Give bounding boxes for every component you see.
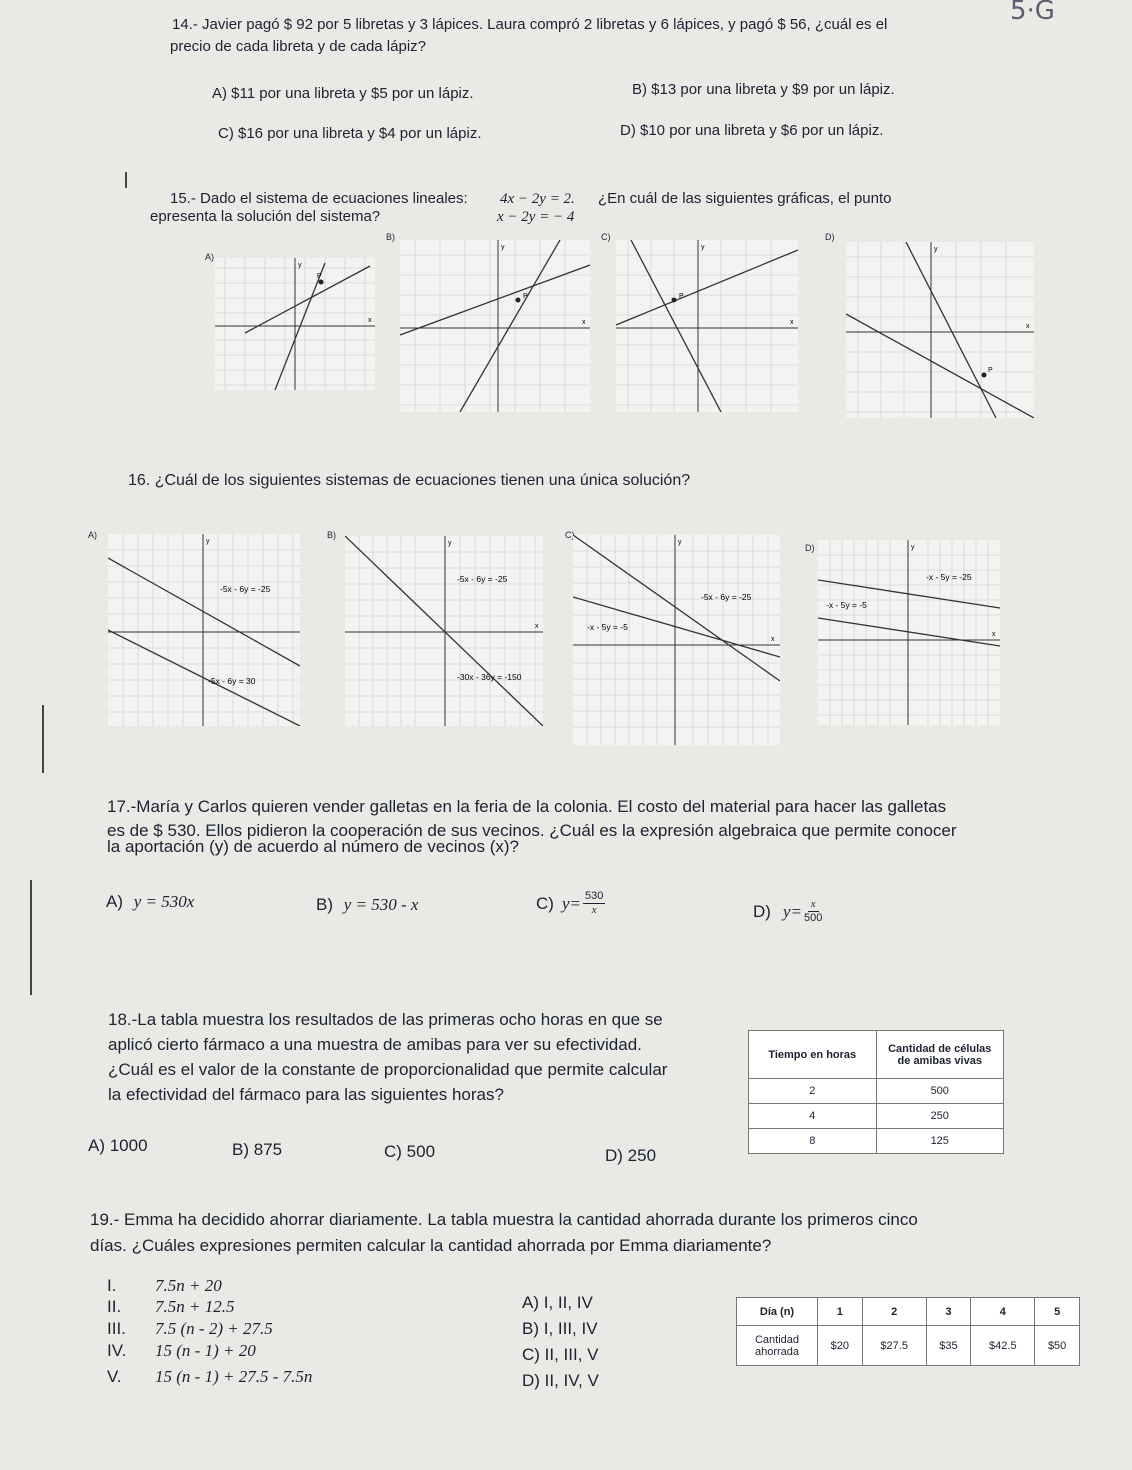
day-cell: 5: [1035, 1298, 1080, 1326]
amount-label-line-2: ahorrada: [754, 1345, 800, 1358]
q16-graph-a-label[interactable]: A): [88, 530, 97, 540]
line-coincident: [345, 536, 543, 726]
q17-text: la aportación (y) de acuerdo al número de vecinos (x)?: [107, 837, 519, 856]
q15-graph-a-label[interactable]: A): [205, 252, 214, 262]
option-letter: A): [106, 892, 123, 911]
line-2: [108, 630, 300, 726]
q15-text: epresenta la solución del sistema?: [150, 208, 381, 225]
expression-number: II.: [107, 1297, 122, 1316]
q19-option-b[interactable]: B) I, III, IV: [522, 1319, 598, 1338]
point-label: P: [988, 367, 993, 374]
q16-graph-d[interactable]: [818, 540, 1000, 725]
q16-text: 16. ¿Cuál de los siguientes sistemas de ecuaciones tienen una única solución?: [128, 472, 691, 489]
line-2: [400, 265, 590, 335]
solution-point: [672, 298, 677, 303]
expression-number: V.: [107, 1367, 122, 1386]
q15-graph-c-label[interactable]: C): [601, 232, 611, 242]
eq-label-2: -5x - 6y = 30: [208, 676, 256, 686]
line-1: [108, 558, 300, 666]
q18-text: 18.-La tabla muestra los resultados de las primeras ocho horas en que se: [108, 1010, 663, 1029]
q18-option-c[interactable]: C) 500: [384, 1142, 436, 1161]
q16-graph-b-label[interactable]: B): [327, 530, 336, 540]
amount-cell: $35: [926, 1326, 971, 1366]
q15-graph-c[interactable]: [616, 240, 798, 412]
table-row: [737, 1326, 1080, 1366]
axis-x-label: x: [992, 631, 996, 638]
amoeba-table: [748, 1030, 1004, 1154]
fraction-denominator: x: [591, 904, 597, 916]
q19-option-a[interactable]: A) I, II, IV: [522, 1293, 593, 1312]
line-1: [631, 240, 721, 412]
q14-text: precio de cada libreta y de cada lápiz?: [170, 38, 426, 55]
option-letter: C): [536, 893, 554, 913]
table-row: [749, 1079, 1004, 1104]
q17-option-d[interactable]: [753, 898, 822, 925]
q15-graph-b-label[interactable]: B): [386, 232, 395, 242]
q17-text: 17.-María y Carlos quieren vender galletas en la feria de la colonia. El costo del material para hacer las galletas: [107, 797, 947, 816]
time-cell: 8: [749, 1129, 877, 1154]
line-1: [573, 535, 780, 681]
cells-cell: 500: [876, 1079, 1004, 1104]
table-row: [749, 1104, 1004, 1129]
solution-point: [319, 280, 324, 285]
expression-item: [107, 1341, 312, 1367]
q15-text: 15.- Dado el sistema de ecuaciones lineales:: [170, 190, 468, 207]
q15-graph-d[interactable]: [846, 242, 1034, 418]
expression: 7.5n + 20: [155, 1276, 222, 1295]
expression-number: I.: [107, 1276, 117, 1295]
q18-option-b[interactable]: B) 875: [232, 1140, 283, 1159]
q18-option-a[interactable]: A) 1000: [88, 1136, 148, 1155]
expression-item: [107, 1319, 312, 1341]
header-cells-line-1: Cantidad de células: [888, 1042, 992, 1055]
q19-option-c[interactable]: C) II, III, V: [522, 1345, 599, 1364]
amount-label: [737, 1326, 818, 1366]
q17-option-a[interactable]: [106, 890, 194, 914]
axis-x-label: x: [368, 317, 372, 324]
amount-cell: $42.5: [971, 1326, 1035, 1366]
q16-graph-d-label[interactable]: D): [805, 543, 815, 553]
option-letter: B): [316, 895, 333, 914]
eq-label-2: -x - 5y = -5: [826, 600, 867, 610]
option-lhs: y=: [782, 901, 802, 921]
q17-option-c[interactable]: [536, 890, 605, 917]
expression-number: III.: [107, 1319, 126, 1338]
q15-equation-1: 4x − 2y = 2.: [500, 191, 575, 207]
solution-point: [982, 373, 987, 378]
eq-label-2: -30x - 36y = -150: [457, 672, 522, 682]
cells-cell: 125: [876, 1129, 1004, 1154]
q14-option-d[interactable]: D) $10 por una libreta y $6 por un lápiz.: [620, 122, 884, 139]
table-row: [737, 1298, 1080, 1326]
point-label: P: [523, 293, 528, 300]
margin-mark: [42, 705, 44, 773]
q14-option-b[interactable]: B) $13 por una libreta y $9 por un lápiz.: [632, 81, 895, 98]
expression: 15 (n - 1) + 27.5 - 7.5n: [155, 1367, 313, 1386]
axis-x-label: x: [790, 319, 794, 326]
eq-label-1: -5x - 6y = -25: [220, 584, 271, 594]
q19-expressions: [107, 1276, 312, 1391]
amount-cell: $27.5: [862, 1326, 926, 1366]
point-label: P: [679, 293, 684, 300]
header-time: Tiempo en horas: [749, 1031, 877, 1079]
axis-y-label: y: [298, 262, 302, 269]
header-cells: [876, 1031, 1004, 1079]
q15-graph-b[interactable]: [400, 240, 590, 412]
option-letter: D): [753, 901, 771, 921]
q16-graph-a[interactable]: [108, 534, 300, 726]
q17-option-b[interactable]: [316, 893, 418, 917]
expression-item: [107, 1367, 312, 1391]
solution-point: [516, 298, 521, 303]
q18-option-d[interactable]: D) 250: [605, 1146, 657, 1165]
expression-item: [107, 1297, 312, 1319]
point-label: P: [317, 273, 322, 280]
line-1: [906, 242, 996, 418]
savings-table: [736, 1297, 1080, 1366]
expression: 15 (n - 1) + 20: [155, 1341, 256, 1360]
q18-text: aplicó cierto fármaco a una muestra de amibas para ver su efectividad.: [108, 1035, 642, 1054]
q19-text: días. ¿Cuáles expresiones permiten calcular la cantidad ahorrada por Emma diariamente?: [90, 1236, 772, 1255]
eq-label-1: -x - 5y = -25: [926, 572, 972, 582]
line-2: [245, 266, 370, 333]
line-2: [818, 618, 1000, 646]
eq-label-2: -x - 5y = -5: [587, 622, 628, 632]
q16-graph-c[interactable]: [573, 535, 780, 745]
axis-y-label: y: [678, 539, 682, 546]
time-cell: 2: [749, 1079, 877, 1104]
axis-y-label: y: [206, 538, 210, 545]
line-1: [460, 240, 560, 412]
day-cell: 2: [862, 1298, 926, 1326]
q15-graph-d-label[interactable]: D): [825, 232, 835, 242]
q15-text: ¿En cuál de las siguientes gráficas, el punto: [598, 190, 892, 207]
day-cell: 1: [818, 1298, 863, 1326]
amount-label-line-1: Cantidad: [754, 1333, 800, 1346]
q14-option-a[interactable]: A) $11 por una libreta y $5 por un lápiz.: [212, 85, 474, 102]
q16-graph-b[interactable]: [345, 536, 543, 726]
amount-cell: $50: [1035, 1326, 1080, 1366]
axis-x-label: x: [535, 623, 539, 630]
margin-mark: [30, 880, 32, 995]
q17-text: es de $ 530. Ellos pidieron la cooperación de sus vecinos. ¿Cuál es la expresión algebraica que permite conocer: [107, 821, 957, 840]
eq-label-1: -5x - 6y = -25: [701, 592, 752, 602]
axis-y-label: y: [701, 244, 705, 251]
expression: 7.5 (n - 2) + 27.5: [155, 1319, 273, 1338]
fraction-denominator: 500: [803, 912, 823, 924]
eq-label-1: -5x - 6y = -25: [457, 574, 508, 584]
expression-number: IV.: [107, 1341, 127, 1360]
axis-x-label: x: [771, 636, 775, 643]
table-row: [749, 1129, 1004, 1154]
option-lhs: y=: [561, 893, 581, 913]
axis-x-label: x: [582, 319, 586, 326]
margin-mark: [125, 172, 127, 188]
q14-option-c[interactable]: C) $16 por una libreta y $4 por un lápiz.: [218, 125, 482, 142]
day-cell: 3: [926, 1298, 971, 1326]
fraction-numerator: 530: [584, 890, 604, 902]
axis-y-label: y: [911, 544, 915, 551]
q15-graph-a[interactable]: [215, 258, 375, 390]
expression-item: [107, 1276, 312, 1297]
amount-cell: $20: [818, 1326, 863, 1366]
cells-cell: 250: [876, 1104, 1004, 1129]
q19-option-d[interactable]: D) II, IV, V: [522, 1371, 599, 1390]
time-cell: 4: [749, 1104, 877, 1129]
axis-y-label: y: [501, 244, 505, 251]
q19-options: [522, 1290, 599, 1394]
q18-text: ¿Cuál es el valor de la constante de proporcionalidad que permite calcular: [108, 1060, 668, 1079]
corner-scribble: 5·G: [1010, 0, 1055, 26]
axis-y-label: y: [934, 246, 938, 253]
header-cells-line-2: de amibas vivas: [897, 1054, 982, 1067]
axis-y-label: y: [448, 540, 452, 547]
q16-graph-c-label[interactable]: C): [565, 530, 575, 540]
q15-equation-2: x − 2y = − 4: [497, 209, 575, 225]
option-expression: y = 530 - x: [343, 895, 419, 914]
day-label: Día (n): [737, 1298, 818, 1326]
q18-text: la efectividad del fármaco para las siguientes horas?: [108, 1085, 504, 1104]
option-expression: y = 530x: [133, 892, 195, 911]
expression: 7.5n + 12.5: [155, 1297, 235, 1316]
q19-text: 19.- Emma ha decidido ahorrar diariamente. La tabla muestra la cantidad ahorrada durante los primeros cinco: [90, 1210, 918, 1229]
q14-text: 14.- Javier pagó $ 92 por 5 libretas y 3 lápices. Laura compró 2 libretas y 6 lápices, y pagó $ 56, ¿cuál es el: [172, 16, 888, 33]
axis-x-label: x: [1026, 323, 1030, 330]
day-cell: 4: [971, 1298, 1035, 1326]
fraction-numerator: x: [808, 898, 819, 912]
